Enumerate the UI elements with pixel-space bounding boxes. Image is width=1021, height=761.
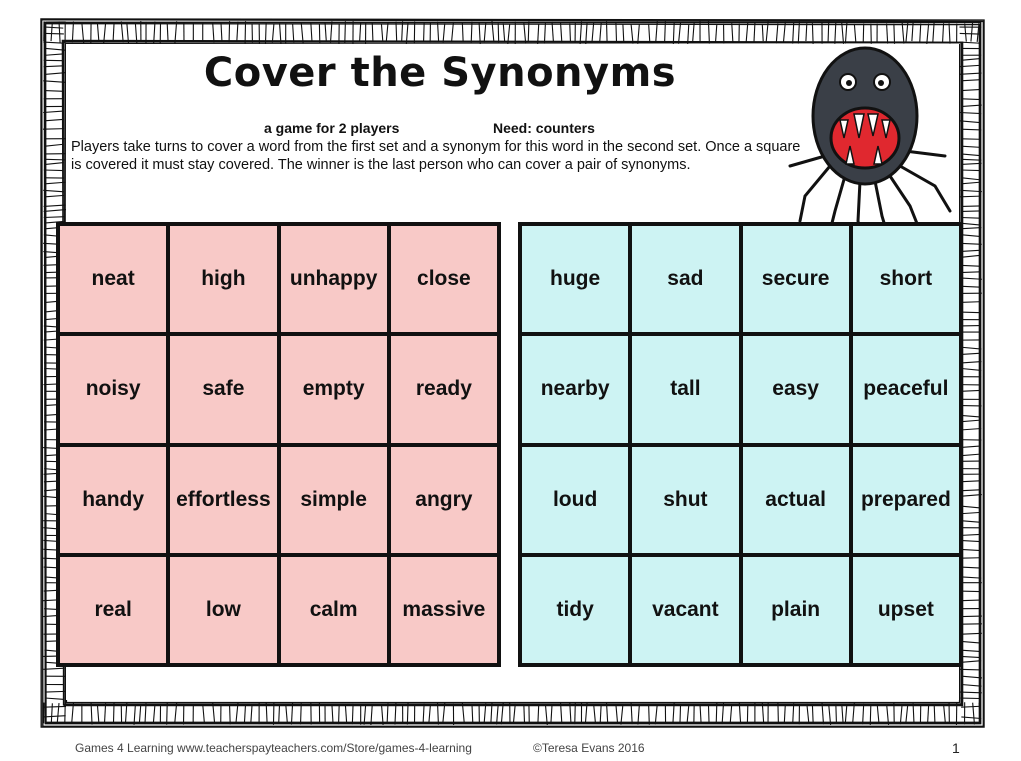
- word-square[interactable]: calm: [281, 557, 387, 663]
- word-square[interactable]: vacant: [632, 557, 738, 663]
- word-grid-set2: [518, 222, 963, 667]
- word-square[interactable]: ready: [391, 336, 497, 442]
- monster-icon: [770, 46, 985, 246]
- word-square[interactable]: noisy: [60, 336, 166, 442]
- players-label: a game for 2 players: [264, 120, 400, 136]
- word-square[interactable]: empty: [281, 336, 387, 442]
- word-square[interactable]: huge: [522, 226, 628, 332]
- word-square[interactable]: real: [60, 557, 166, 663]
- page-number: 1: [952, 740, 960, 756]
- word-square[interactable]: sad: [632, 226, 738, 332]
- word-square[interactable]: handy: [60, 447, 166, 553]
- footer-copyright: ©Teresa Evans 2016: [533, 741, 645, 755]
- word-square[interactable]: unhappy: [281, 226, 387, 332]
- word-square[interactable]: massive: [391, 557, 497, 663]
- footer-credit: Games 4 Learning www.teacherspayteachers.com/Store/games-4-learning: [75, 741, 472, 755]
- word-square[interactable]: peaceful: [853, 336, 959, 442]
- word-square[interactable]: simple: [281, 447, 387, 553]
- word-square[interactable]: neat: [60, 226, 166, 332]
- word-square[interactable]: low: [170, 557, 276, 663]
- page-title: Cover the Synonyms: [203, 50, 677, 96]
- word-square[interactable]: high: [170, 226, 276, 332]
- word-square[interactable]: secure: [743, 226, 849, 332]
- word-square[interactable]: angry: [391, 447, 497, 553]
- word-square[interactable]: prepared: [853, 447, 959, 553]
- word-square[interactable]: tidy: [522, 557, 628, 663]
- instructions-text: Players take turns to cover a word from the first set and a synonym for this word in the second set. Once a square is covered it must stay covered. The winner is the last person who can cover a pair of synonyms.: [71, 139, 801, 173]
- word-square[interactable]: loud: [522, 447, 628, 553]
- word-square[interactable]: effortless: [170, 447, 276, 553]
- word-square[interactable]: shut: [632, 447, 738, 553]
- word-square[interactable]: tall: [632, 336, 738, 442]
- word-square[interactable]: plain: [743, 557, 849, 663]
- word-square[interactable]: actual: [743, 447, 849, 553]
- word-square[interactable]: short: [853, 226, 959, 332]
- word-grid-set1: [56, 222, 501, 667]
- word-square[interactable]: upset: [853, 557, 959, 663]
- word-square[interactable]: nearby: [522, 336, 628, 442]
- need-label: Need: counters: [493, 120, 595, 136]
- word-square[interactable]: easy: [743, 336, 849, 442]
- word-square[interactable]: safe: [170, 336, 276, 442]
- word-square[interactable]: close: [391, 226, 497, 332]
